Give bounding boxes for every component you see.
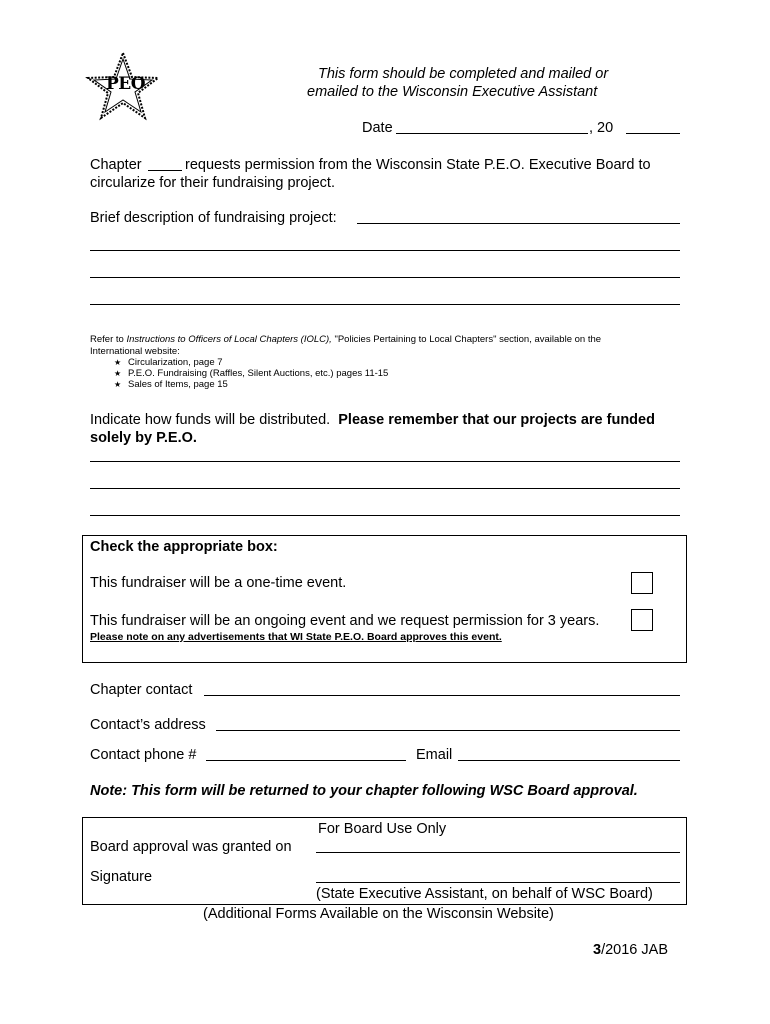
board-title: For Board Use Only (318, 821, 447, 837)
funds-field-2[interactable] (90, 488, 680, 489)
signature-field[interactable] (316, 882, 680, 883)
star-bullet-icon: ★ (114, 380, 122, 389)
description-label: Brief description of fundraising project: (90, 210, 337, 226)
header-line-2: emailed to the Wisconsin Executive Assistant (307, 84, 598, 100)
email-field[interactable] (458, 760, 680, 761)
approval-date-field[interactable] (316, 852, 680, 853)
one-time-checkbox[interactable] (631, 572, 653, 594)
chapter-contact-label: Chapter contact (90, 682, 193, 698)
chapter-request-line-2: circularize for their fundraising project. (90, 175, 335, 191)
revision-label: 3/2016 JAB (593, 942, 668, 958)
contact-phone-field[interactable] (206, 760, 406, 761)
chapter-number-field[interactable] (148, 170, 182, 171)
reference-line-2: International website: (90, 346, 180, 357)
date-field[interactable] (396, 133, 588, 134)
reference-item-2: ★ P.E.O. Fundraising (Raffles, Silent Auctions, etc.) pages 11-15 (114, 368, 389, 379)
funds-field-1[interactable] (90, 461, 680, 462)
description-field-3[interactable] (90, 277, 680, 278)
signature-caption: (State Executive Assistant, on behalf of WSC Board) (316, 886, 653, 902)
additional-forms-note: (Additional Forms Available on the Wisconsin Website) (203, 906, 554, 922)
reference-item-3: ★ Sales of Items, page 15 (114, 379, 228, 390)
advertisement-note: Please note on any advertisements that WI State P.E.O. Board approves this event. (90, 631, 502, 643)
description-field-1[interactable] (357, 223, 680, 224)
header-line-1: This form should be completed and mailed or (318, 66, 609, 82)
chapter-prefix: Chapter (90, 157, 142, 173)
board-approval-label: Board approval was granted on (90, 839, 292, 855)
year-label: , 20 (589, 120, 614, 136)
contact-phone-label: Contact phone # (90, 747, 197, 763)
ongoing-checkbox[interactable] (631, 609, 653, 631)
description-field-2[interactable] (90, 250, 680, 251)
signature-label: Signature (90, 869, 153, 885)
funds-field-3[interactable] (90, 515, 680, 516)
star-bullet-icon: ★ (114, 358, 122, 367)
contact-address-field[interactable] (216, 730, 680, 731)
iolc-title: Instructions to Officers of Local Chapters (IOLC), (126, 334, 332, 345)
reference-text: Refer to Instructions to Officers of Local Chapters (IOLC), "Policies Pertaining to Local Chapters" section, available on the (90, 334, 602, 345)
option-one-time-label: This fundraiser will be a one-time event. (90, 575, 347, 591)
return-note: Note: This form will be returned to your chapter following WSC Board approval. (90, 783, 638, 799)
checkbox-heading: Check the appropriate box: (90, 539, 278, 555)
peo-star-logo (84, 50, 162, 122)
date-label: Date (362, 120, 393, 136)
chapter-contact-field[interactable] (204, 695, 680, 696)
logo-text: PEO (106, 74, 146, 94)
chapter-request-text: requests permission from the Wisconsin State P.E.O. Executive Board to (185, 157, 651, 173)
funds-bold-line-2: solely by P.E.O. (90, 430, 197, 446)
option-ongoing-label: This fundraiser will be an ongoing event and we request permission for 3 years. (90, 613, 600, 629)
star-bullet-icon: ★ (114, 369, 122, 378)
funds-text: Indicate how funds will be distributed. Please remember that our projects are funded (90, 412, 655, 428)
year-field[interactable] (626, 133, 680, 134)
email-label: Email (416, 747, 453, 763)
contact-address-label: Contact’s address (90, 717, 206, 733)
description-field-4[interactable] (90, 304, 680, 305)
reference-item-1: ★ Circularization, page 7 (114, 357, 223, 368)
